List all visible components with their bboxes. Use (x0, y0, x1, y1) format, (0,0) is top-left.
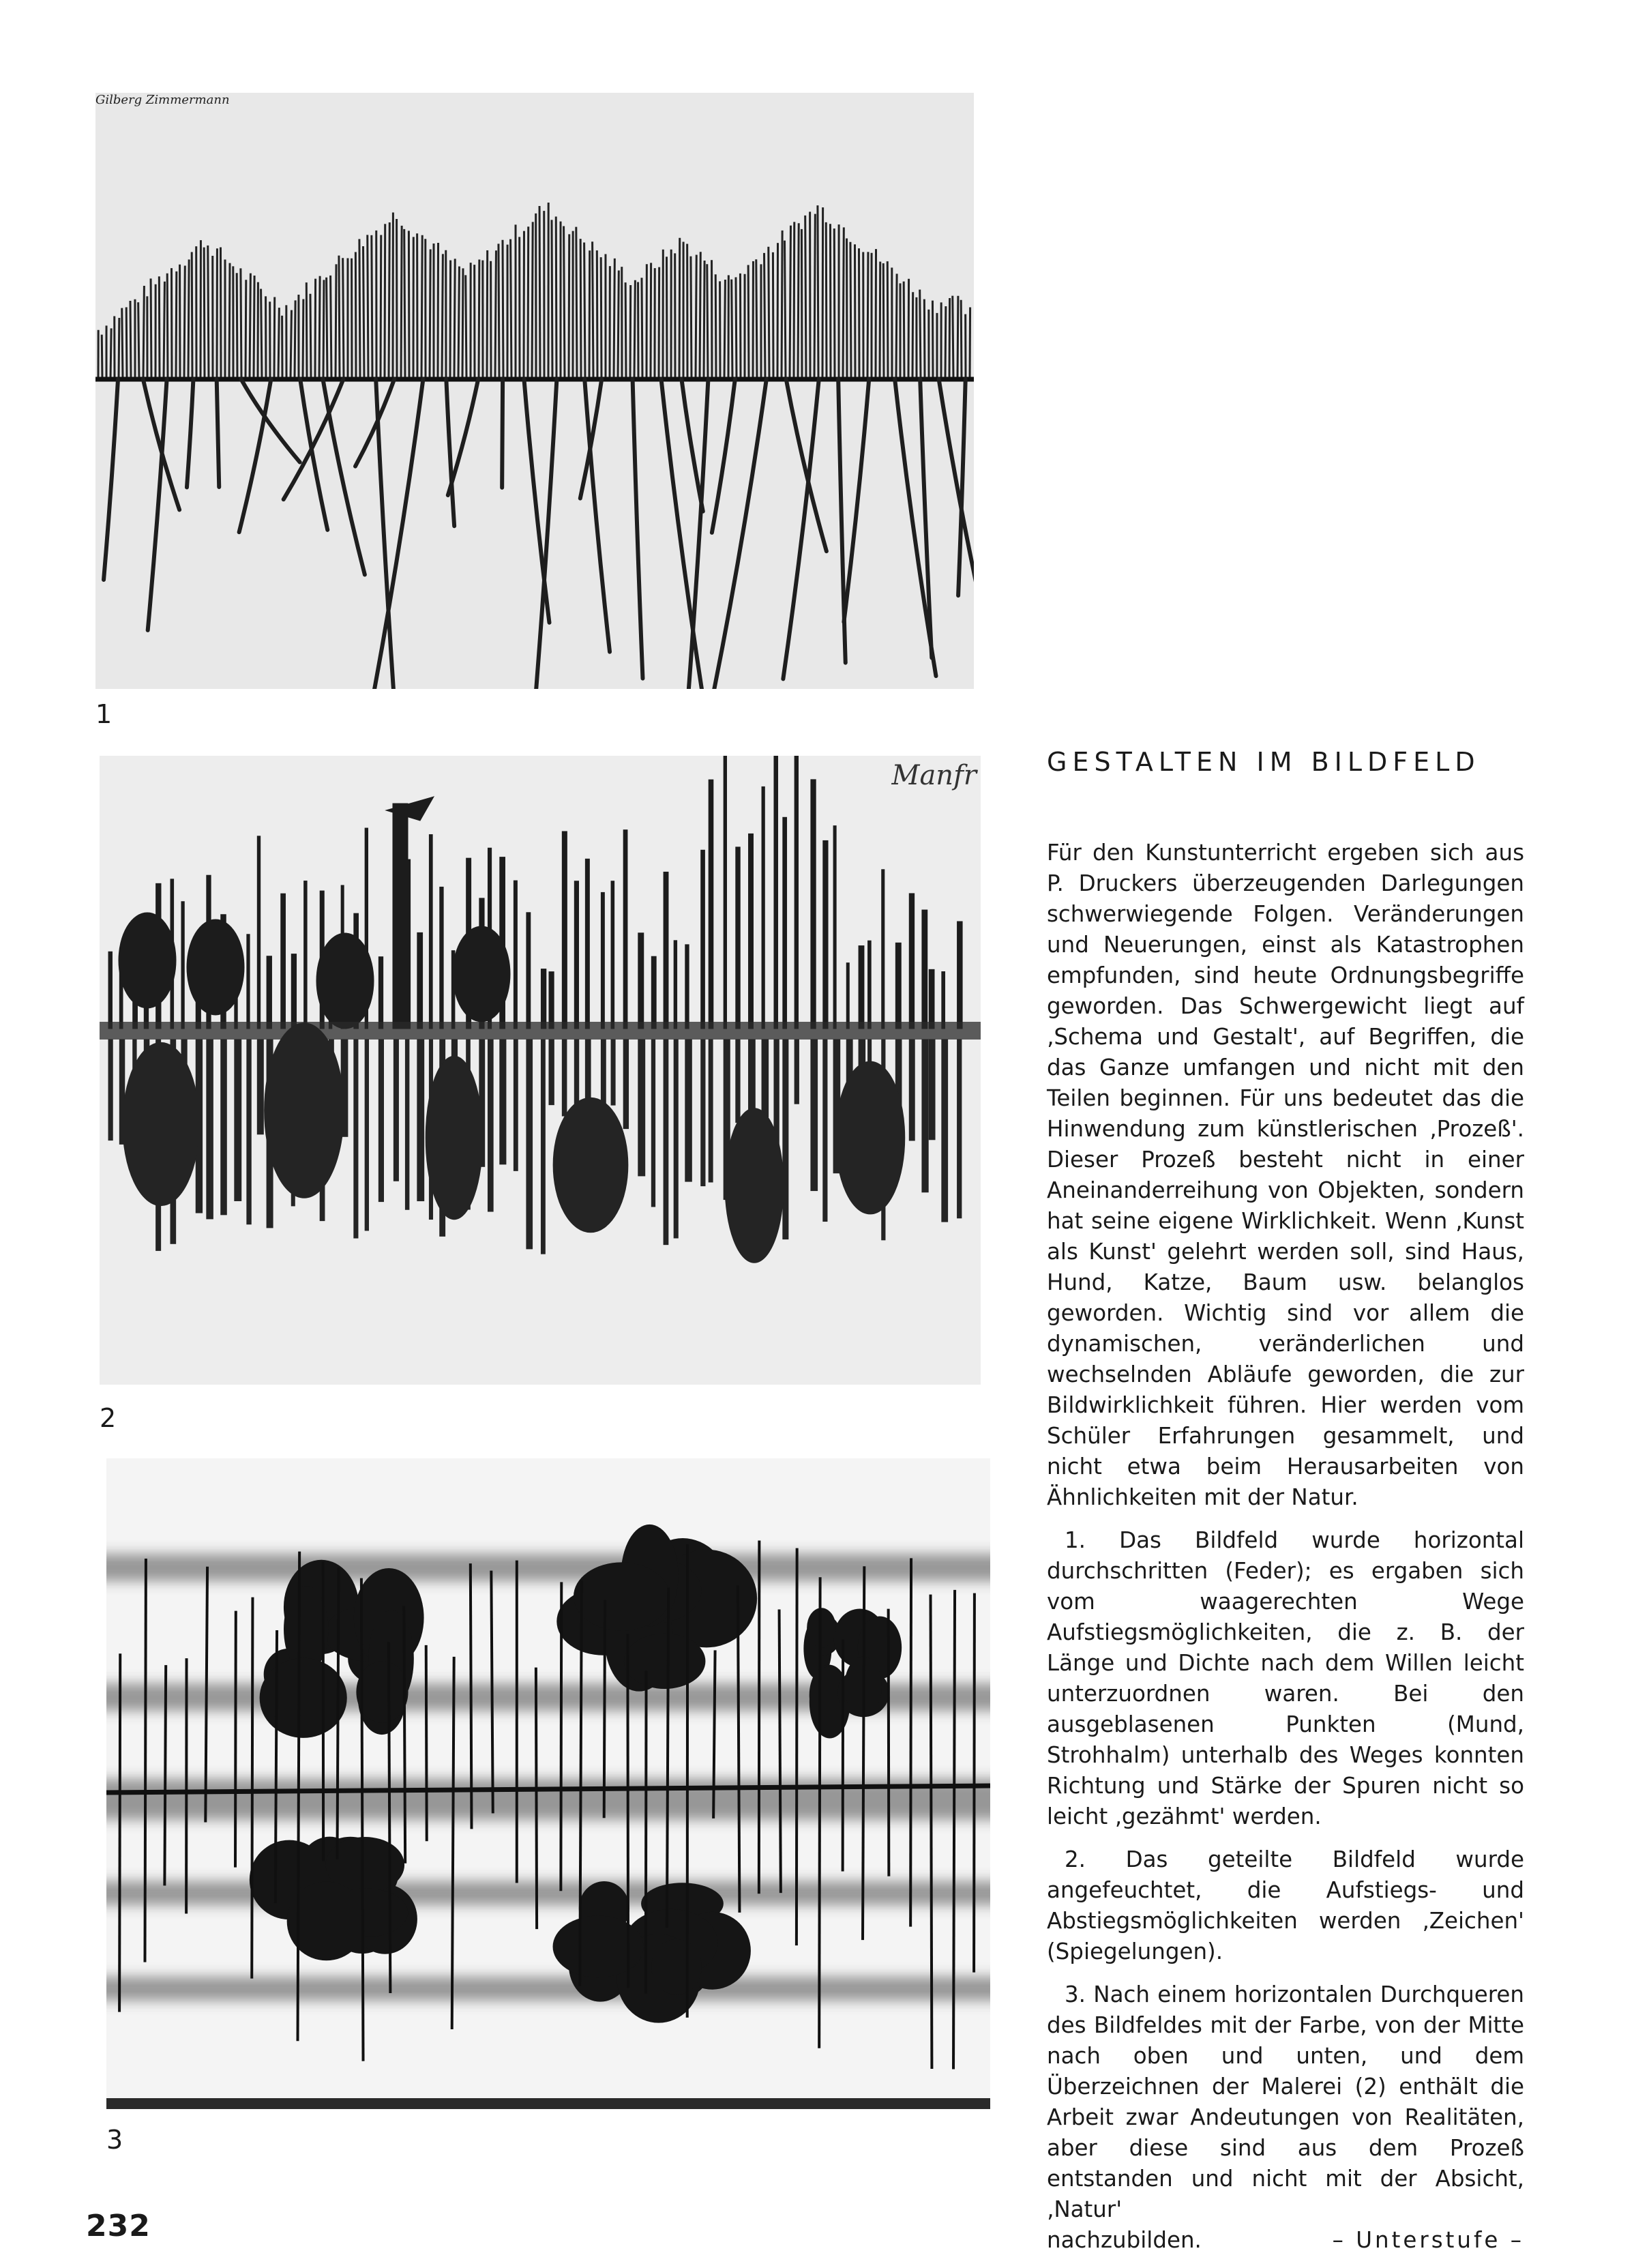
figure-3-drawing (106, 1458, 990, 2109)
figure-2-image (100, 756, 981, 1385)
item-3-ending: nachzubilden. (1047, 2225, 1202, 2256)
figure-1-signature: Gilberg Zimmermann (95, 93, 230, 107)
figure-1-drawing (95, 93, 974, 689)
figure-1-image (95, 93, 974, 689)
item-3-paragraph (1047, 1979, 1524, 2225)
article-column (1047, 749, 1524, 2268)
figure-2-drawing (100, 756, 981, 1385)
page-number: 232 (86, 2209, 151, 2243)
figure-3-number: 3 (106, 2127, 123, 2153)
item-3-text: 3. Nach einem horizontalen Durchqueren des Bildfeldes mit der Farbe, von der Mitte nach oben und unten, und dem Überzeichnen der Malerei (2) enthält die Arbeit zwar Andeutungen von Realitäten, aber diese sind aus dem Prozeß entstanden und nicht mit der Absicht, ‚Natur' (1047, 1982, 1524, 2222)
item-2-paragraph: 2. Das geteilte Bildfeld wurde angefeuchtet, die Aufstiegs- und Abstiegsmöglichkeiten werden ‚Zeichen' (Spiegelungen). (1047, 1844, 1524, 1967)
item-1-paragraph: 1. Das Bildfeld wurde horizontal durchschritten (Feder); es ergaben sich vom waagerechten Wege Aufstiegsmöglichkeiten, die z. B. der Länge und Dichte nach dem Willen leicht unterzuordnen waren. Bei den ausgeblasenen Punkten (Mund, Strohhalm) unterhalb des Weges konnten Richtung und Stärke der Spuren nicht so leicht ‚gezähmt' werden. (1047, 1525, 1524, 1832)
item-3-last-line (1047, 2225, 1524, 2256)
article-heading: GESTALTEN IM BILDFELD (1047, 749, 1524, 775)
figure-3-image (106, 1458, 990, 2109)
intro-paragraph: Für den Kunstunterricht ergeben sich aus P. Druckers überzeugenden Darlegungen schwerwiegende Folgen. Veränderungen und Neuerungen, einst als Katastrophen empfunden, sind heute Ordnungsbegriffe geworden. Das Schwergewicht liegt auf ‚Schema und Gestalt', auf Begriffen, die das Ganze umfangen und nicht mit den Teilen beginnen. Für uns bedeutet das die Hinwendung zum künstlerischen ‚Prozeß'. Dieser Prozeß besteht nicht in einer Aneinanderreihung von Objekten, sondern hat seine eigene Wirklichkeit. Wenn ‚Kunst als Kunst' gelehrt werden soll, sind Haus, Hund, Katze, Baum usw. belanglos geworden. Wichtig sind vor allem die dynamischen, veränderlichen und wechselnden Abläufe geworden, die zur Bildwirklichkeit führen. Hier werden vom Schüler Erfahrungen gesammelt, und nicht etwa beim Herausarbeiten von Ähnlichkeiten mit der Natur. (1047, 838, 1524, 1513)
figure-1-number: 1 (95, 701, 112, 727)
figure-2-signature: Manfr (892, 760, 977, 791)
school-level: – Unterstufe – (1333, 2225, 1524, 2256)
figure-2-number: 2 (100, 1405, 116, 1431)
